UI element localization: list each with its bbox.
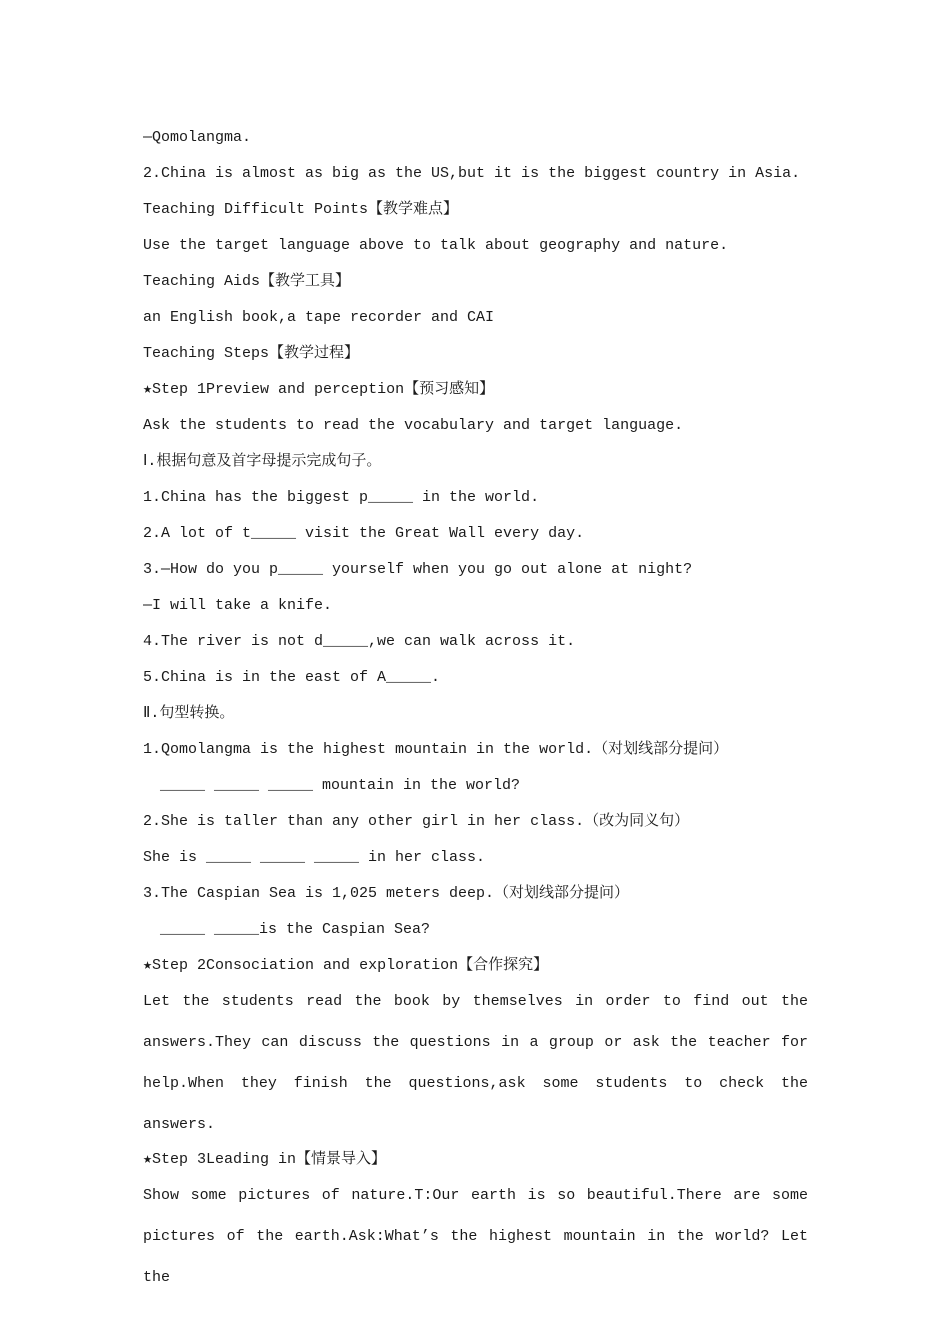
exercise-item: 2.A lot of t_____ visit the Great Wall every day.	[143, 525, 585, 542]
text-line: Ask the students to read the vocabulary and target language.	[143, 417, 684, 434]
exercise-heading: Ⅰ.根据句意及首字母提示完成句子。	[143, 453, 382, 470]
step-heading: ★Step 2Consociation and exploration【合作探究】	[143, 957, 549, 974]
exercise-item: 5.China is in the east of A_____.	[143, 669, 441, 686]
step-heading: ★Step 1Preview and perception【预习感知】	[143, 381, 495, 398]
exercise-item: 1.Qomolangma is the highest mountain in the world.（对划线部分提问）	[143, 741, 729, 758]
paragraph: Let the students read the book by themselves in order to find out the answers.They can discuss the questions in a group or ask the teacher for help.When they finish the questions,ask some students to check the answers.	[143, 993, 808, 1133]
text-line: —Qomolangma.	[143, 129, 252, 146]
exercise-blank-line: She is _____ _____ _____ in her class.	[143, 849, 486, 866]
text-line: an English book,a tape recorder and CAI	[143, 309, 495, 326]
exercise-blank-line: _____ _____ _____ mountain in the world?	[160, 777, 521, 794]
document-page	[143, 120, 808, 1295]
exercise-item: 1.China has the biggest p_____ in the world.	[143, 489, 540, 506]
exercise-item: 4.The river is not d_____,we can walk across it.	[143, 633, 576, 650]
exercise-item: 2.She is taller than any other girl in her class.（改为同义句）	[143, 813, 690, 830]
text-line: 2.China is almost as big as the US,but it is the biggest country in Asia.	[143, 165, 801, 182]
exercise-blank-line: _____ _____is the Caspian Sea?	[160, 921, 431, 938]
section-heading: Teaching Aids【教学工具】	[143, 273, 351, 290]
paragraph: Show some pictures of nature.T:Our earth is so beautiful.There are some pictures of the earth.Ask:What’s the highest mountain in the world? Let the	[143, 1187, 808, 1286]
step-heading: ★Step 3Leading in【情景导入】	[143, 1151, 387, 1168]
section-heading: Teaching Steps【教学过程】	[143, 345, 360, 362]
section-heading: Teaching Difficult Points【教学难点】	[143, 201, 459, 218]
exercise-answer: —I will take a knife.	[143, 597, 333, 614]
exercise-heading: Ⅱ.句型转换。	[143, 705, 235, 722]
exercise-item: 3.The Caspian Sea is 1,025 meters deep.（对划线部分提问）	[143, 885, 630, 902]
text-line: Use the target language above to talk about geography and nature.	[143, 237, 729, 254]
exercise-item: 3.—How do you p_____ yourself when you go out alone at night?	[143, 561, 693, 578]
